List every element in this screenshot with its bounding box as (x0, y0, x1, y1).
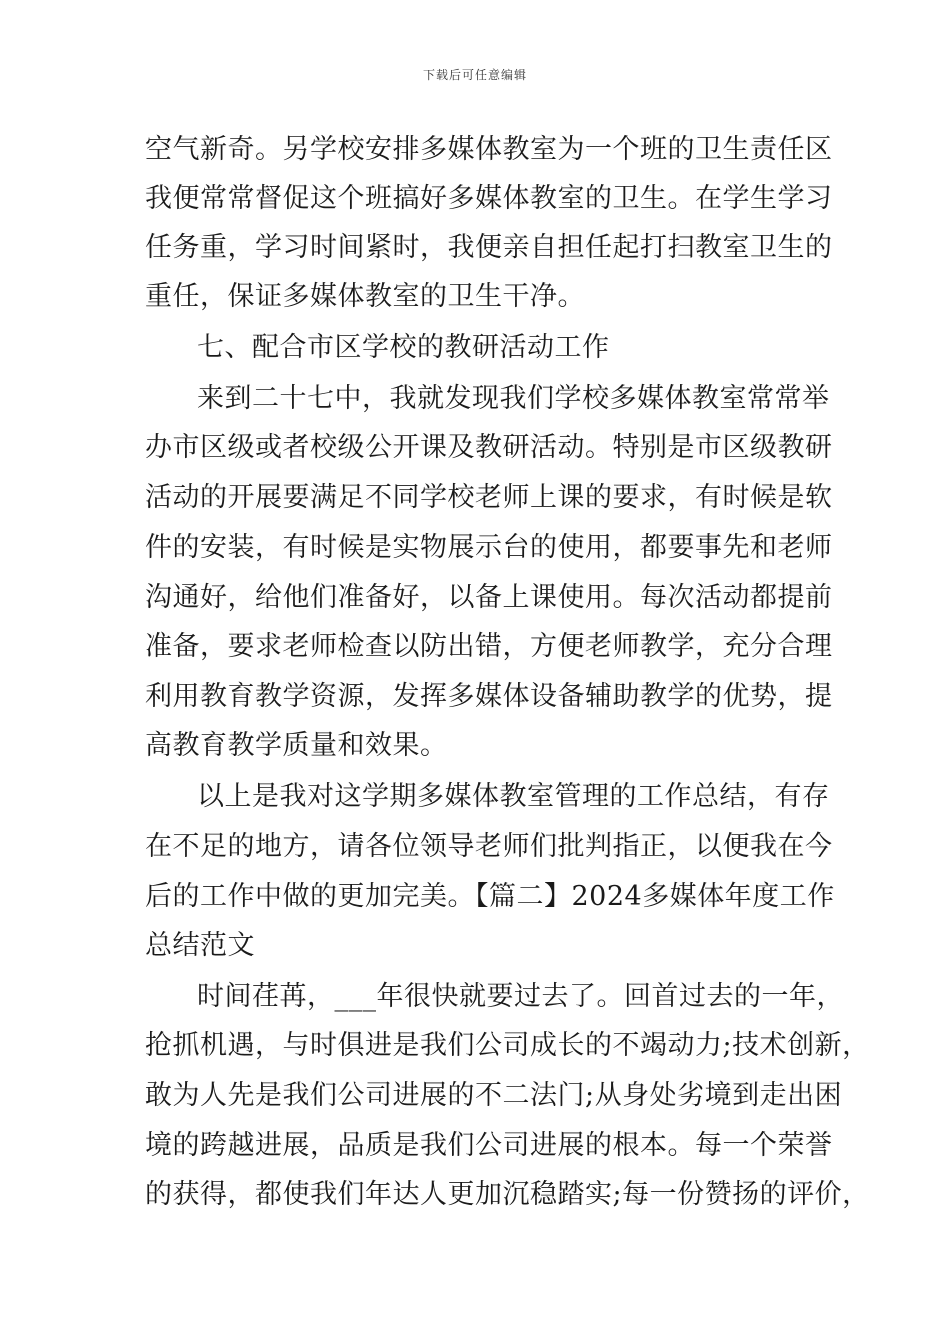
text-line-11: 准备，要求老师检查以防出错，方便老师教学，充分合理 (145, 631, 833, 662)
text-line-6: 来到二十七中，我就发现我们学校多媒体教室常常举 (197, 383, 830, 414)
text-line-9: 件的安装，有时候是实物展示台的使用，都要事先和老师 (145, 532, 833, 563)
text-line-10: 沟通好，给他们准备好，以备上课使用。每次活动都提前 (145, 582, 833, 613)
text-line-19: 抢抓机遇，与时俱进是我们公司成长的不竭动力;技术创新， (145, 1030, 870, 1061)
text-line-12: 利用教育教学资源，发挥多媒体设备辅助教学的优势，提 (145, 681, 833, 712)
text-line-21: 境的跨越进展，品质是我们公司进展的根本。每一个荣誉 (145, 1130, 833, 1161)
text-line-18: 时间荏苒，___年很快就要过去了。回首过去的一年， (197, 981, 844, 1012)
text-line-2: 我便常常督促这个班搞好多媒体教室的卫生。在学生学习 (145, 183, 833, 214)
text-line-1: 空气新奇。另学校安排多媒体教室为一个班的卫生责任区 (145, 134, 833, 165)
text-line-16: 后的工作中做的更加完美。【篇二】2024多媒体年度工作 (145, 881, 835, 912)
text-line-13: 高教育教学质量和效果。 (145, 730, 448, 761)
section-heading: 七、配合市区学校的教研活动工作 (197, 332, 610, 363)
page-header: 下载后可任意编辑 (422, 68, 527, 82)
text-line-20: 敢为人先是我们公司进展的不二法门;从身处劣境到走出困 (145, 1080, 843, 1111)
text-line-4: 重任，保证多媒体教室的卫生干净。 (145, 281, 585, 312)
text-line-14: 以上是我对这学期多媒体教室管理的工作总结，有存 (197, 781, 830, 812)
text-line-8: 活动的开展要满足不同学校老师上课的要求，有时候是软 (145, 482, 833, 513)
text-line-17: 总结范文 (145, 930, 255, 961)
text-line-3: 任务重，学习时间紧时，我便亲自担任起打扫教室卫生的 (145, 232, 833, 263)
text-line-7: 办市区级或者校级公开课及教研活动。特别是市区级教研 (145, 432, 833, 463)
text-line-15: 在不足的地方，请各位领导老师们批判指正，以便我在今 (145, 831, 833, 862)
text-line-22: 的获得，都使我们年达人更加沉稳踏实;每一份赞扬的评价， (145, 1179, 870, 1210)
